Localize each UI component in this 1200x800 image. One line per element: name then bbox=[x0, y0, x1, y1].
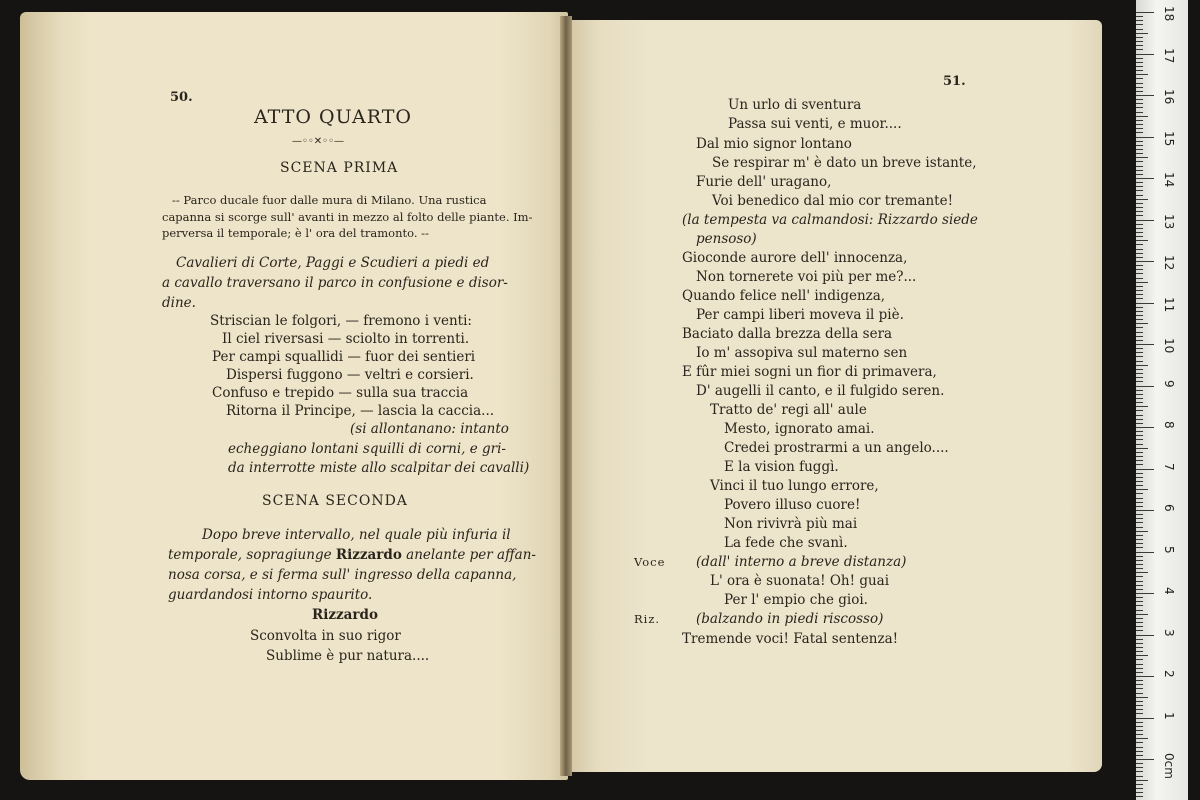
ruler-tick bbox=[1136, 473, 1143, 474]
ruler-tick bbox=[1136, 547, 1143, 548]
ruler-tick bbox=[1136, 294, 1143, 295]
ruler-tick bbox=[1136, 45, 1143, 46]
ruler-tick bbox=[1136, 244, 1143, 245]
scene2-title: SCENA SECONDA bbox=[262, 493, 408, 509]
ruler-tick bbox=[1136, 220, 1154, 221]
ruler-tick bbox=[1136, 137, 1154, 138]
ruler-tick bbox=[1136, 464, 1143, 465]
ruler-tick bbox=[1136, 261, 1154, 262]
ruler-tick bbox=[1136, 759, 1154, 760]
ruler-tick bbox=[1136, 614, 1148, 615]
right-line-29: Tremende voci! Fatal sentenza! bbox=[682, 631, 899, 647]
ruler-number: 17 bbox=[1162, 47, 1176, 63]
ruler-tick bbox=[1136, 734, 1143, 735]
ruler-tick bbox=[1136, 742, 1143, 743]
ruler-tick bbox=[1136, 635, 1154, 636]
scene2-direction-line-4: guardandosi intorno spaurito. bbox=[168, 587, 373, 603]
right-line-28: (balzando in piedi riscosso) bbox=[696, 611, 884, 627]
right-line-10: Non tornerete voi più per me?... bbox=[696, 269, 917, 285]
ruler-tick bbox=[1136, 91, 1143, 92]
right-line-3: Dal mio signor lontano bbox=[696, 136, 852, 152]
ruler-tick bbox=[1136, 531, 1148, 532]
ruler-tick bbox=[1136, 726, 1143, 727]
ruler-tick bbox=[1136, 796, 1143, 797]
ruler-tick bbox=[1136, 33, 1148, 34]
ruler-tick bbox=[1136, 182, 1143, 183]
scene1-title: SCENA PRIMA bbox=[280, 160, 399, 176]
ruler-tick bbox=[1136, 398, 1143, 399]
ruler-number: 16 bbox=[1162, 89, 1176, 105]
ruler-tick bbox=[1136, 145, 1143, 146]
ruler-tick bbox=[1136, 95, 1154, 96]
ruler-tick bbox=[1136, 676, 1154, 677]
ruler-tick bbox=[1136, 680, 1143, 681]
ruler-tick bbox=[1136, 514, 1143, 515]
ruler-tick bbox=[1136, 630, 1143, 631]
ruler-tick bbox=[1136, 560, 1143, 561]
ruler-number: 10 bbox=[1162, 338, 1176, 354]
ruler-number: 11 bbox=[1162, 296, 1176, 312]
ruler-tick bbox=[1136, 356, 1143, 357]
ruler-tick bbox=[1136, 253, 1143, 254]
ruler-tick bbox=[1136, 498, 1143, 499]
right-line-26: L' ora è suonata! Oh! guai bbox=[710, 573, 890, 589]
ruler-tick bbox=[1136, 564, 1143, 565]
ruler-tick bbox=[1136, 141, 1143, 142]
ruler-tick bbox=[1136, 672, 1143, 673]
ruler-tick bbox=[1136, 170, 1143, 171]
ruler-number: 6 bbox=[1162, 504, 1176, 512]
ruler-tick bbox=[1136, 460, 1143, 461]
ruler-tick bbox=[1136, 415, 1143, 416]
ruler-tick bbox=[1136, 518, 1143, 519]
ruler-tick bbox=[1136, 647, 1143, 648]
ruler-tick bbox=[1136, 751, 1143, 752]
ruler-number: 3 bbox=[1162, 628, 1176, 637]
ruler-tick bbox=[1136, 543, 1143, 544]
scene2-direction-line-2 bbox=[168, 549, 536, 563]
speaker-rizzardo: Rizzardo bbox=[312, 607, 378, 623]
ruler-tick bbox=[1136, 103, 1143, 104]
ruler-tick bbox=[1136, 211, 1143, 212]
ruler-tick bbox=[1136, 643, 1143, 644]
ruler-number: 4 bbox=[1162, 587, 1176, 595]
ruler-tick bbox=[1136, 107, 1143, 108]
ruler-tick bbox=[1136, 20, 1143, 21]
right-line-4: Se respirar m' è dato un breve istante, bbox=[712, 155, 977, 171]
ruler-number: 13 bbox=[1162, 213, 1176, 229]
ruler-tick bbox=[1136, 190, 1143, 191]
right-line-25: (dall' interno a breve distanza) bbox=[696, 554, 907, 570]
ruler-tick bbox=[1136, 120, 1143, 121]
chorus-line-3: Per campi squallidi — fuor dei sentieri bbox=[212, 349, 476, 365]
ruler-tick bbox=[1136, 402, 1143, 403]
ruler-tick bbox=[1136, 224, 1143, 225]
ruler-tick bbox=[1136, 535, 1143, 536]
ruler-tick bbox=[1136, 381, 1143, 382]
ruler-tick bbox=[1136, 203, 1143, 204]
ruler-tick bbox=[1136, 423, 1143, 424]
ruler-tick bbox=[1136, 738, 1148, 739]
ruler-tick bbox=[1136, 24, 1143, 25]
right-line-22: Povero illuso cuore! bbox=[724, 497, 861, 513]
ruler-tick bbox=[1136, 386, 1154, 387]
ruler-tick bbox=[1136, 539, 1143, 540]
ruler-tick bbox=[1136, 112, 1143, 113]
ruler-tick bbox=[1136, 166, 1143, 167]
ruler-tick bbox=[1136, 771, 1143, 772]
ruler-tick bbox=[1136, 344, 1154, 345]
ruler-tick bbox=[1136, 506, 1143, 507]
ruler-tick bbox=[1136, 83, 1143, 84]
ruler-tick bbox=[1136, 693, 1143, 694]
ruler-tick bbox=[1136, 290, 1143, 291]
ruler-tick bbox=[1136, 622, 1143, 623]
ruler-tick bbox=[1136, 87, 1143, 88]
ruler-tick bbox=[1136, 369, 1143, 370]
ruler-tick bbox=[1136, 70, 1143, 71]
chorus-direction-line-3: da interrotte miste allo scalpitar dei cavalli) bbox=[228, 460, 530, 476]
ruler-tick bbox=[1136, 605, 1143, 606]
right-line-1: Un urlo di sventura bbox=[728, 97, 862, 113]
stage-entry-line-2: a cavallo traversano il parco in confusione e disor- bbox=[162, 275, 508, 291]
measurement-ruler bbox=[1136, 0, 1188, 800]
ruler-tick bbox=[1136, 249, 1143, 250]
ruler-tick bbox=[1136, 730, 1143, 731]
ruler-tick bbox=[1136, 336, 1143, 337]
ruler-tick bbox=[1136, 477, 1143, 478]
ruler-tick bbox=[1136, 78, 1143, 79]
ruler-tick bbox=[1136, 485, 1143, 486]
ruler-tick bbox=[1136, 323, 1148, 324]
ruler-tick bbox=[1136, 593, 1154, 594]
ruler-tick bbox=[1136, 780, 1148, 781]
ruler-tick bbox=[1136, 439, 1143, 440]
ruler-tick bbox=[1136, 431, 1143, 432]
ruler-tick bbox=[1136, 493, 1143, 494]
ruler-tick bbox=[1136, 456, 1143, 457]
ruler-tick bbox=[1136, 718, 1154, 719]
ruler-tick bbox=[1136, 784, 1143, 785]
left-page-number: 50. bbox=[170, 90, 193, 105]
scene2-direction-line-3: nosa corsa, e si ferma sull' ingresso della capanna, bbox=[168, 567, 517, 583]
ruler-tick bbox=[1136, 29, 1143, 30]
ruler-tick bbox=[1136, 597, 1143, 598]
scene2-direction-line-1: Dopo breve intervallo, nel quale più infuria il bbox=[202, 527, 511, 543]
ruler-tick bbox=[1136, 651, 1143, 652]
scene2-word-temporale: temporale, bbox=[168, 547, 243, 563]
ruler-tick bbox=[1136, 319, 1143, 320]
ruler-tick bbox=[1136, 722, 1143, 723]
ruler-tick bbox=[1136, 132, 1143, 133]
ruler-tick bbox=[1136, 99, 1143, 100]
ruler-tick bbox=[1136, 195, 1143, 196]
chorus-line-1: Striscian le folgori, — fremono i venti: bbox=[210, 313, 472, 329]
ruler-tick bbox=[1136, 394, 1143, 395]
ruler-tick bbox=[1136, 410, 1143, 411]
ruler-tick bbox=[1136, 664, 1143, 665]
ruler-tick bbox=[1136, 601, 1143, 602]
ruler-number: 0cm bbox=[1162, 753, 1176, 779]
ruler-tick bbox=[1136, 186, 1143, 187]
ruler-tick bbox=[1136, 390, 1143, 391]
ruler-tick bbox=[1136, 448, 1148, 449]
right-line-8: pensoso) bbox=[696, 231, 757, 247]
right-line-21: Vinci il tuo lungo errore, bbox=[710, 478, 879, 494]
chorus-line-4: Dispersi fuggono — veltri e corsieri. bbox=[226, 367, 474, 383]
ruler-tick bbox=[1136, 626, 1143, 627]
right-line-20: E la vision fuggì. bbox=[724, 459, 839, 475]
stage-intro-line-1: -- Parco ducale fuor dalle mura di Milano. Una rustica bbox=[172, 193, 487, 207]
ruler-tick bbox=[1136, 332, 1143, 333]
ruler-tick bbox=[1136, 269, 1143, 270]
right-line-17: Tratto de' regi all' aule bbox=[710, 402, 867, 418]
ruler-tick bbox=[1136, 763, 1143, 764]
right-line-2: Passa sui venti, e muor.... bbox=[728, 116, 902, 132]
ruler-tick bbox=[1136, 37, 1143, 38]
ruler-tick bbox=[1136, 149, 1143, 150]
ruler-tick bbox=[1136, 709, 1143, 710]
ruler-number: 5 bbox=[1162, 545, 1176, 554]
ruler-tick bbox=[1136, 178, 1154, 179]
stage-intro-line-3: perversa il temporale; è l' ora del tramonto. -- bbox=[162, 226, 429, 240]
ruler-tick bbox=[1136, 16, 1143, 17]
verse-line-1: Sconvolta in suo rigor bbox=[250, 628, 401, 644]
ruler-tick bbox=[1136, 502, 1143, 503]
ruler-tick bbox=[1136, 701, 1143, 702]
ruler-tick bbox=[1136, 207, 1143, 208]
scene2-sopragiunge: sopragiunge bbox=[246, 547, 332, 563]
ruler-tick bbox=[1136, 58, 1143, 59]
ruler-tick bbox=[1136, 240, 1148, 241]
chorus-direction-line-1: (si allontanano: intanto bbox=[350, 421, 509, 437]
ruler-tick bbox=[1136, 54, 1154, 55]
right-line-14: Io m' assopiva sul materno sen bbox=[696, 345, 908, 361]
ruler-tick bbox=[1136, 361, 1143, 362]
act-title: ATTO QUARTO bbox=[254, 106, 412, 128]
ruler-tick bbox=[1136, 199, 1148, 200]
ruler-number: 18 bbox=[1162, 6, 1176, 22]
ruler-tick bbox=[1136, 668, 1143, 669]
ruler-tick bbox=[1136, 62, 1143, 63]
right-line-9: Gioconde aurore dell' innocenza, bbox=[682, 250, 908, 266]
ruler-tick bbox=[1136, 572, 1148, 573]
ruler-tick bbox=[1136, 618, 1143, 619]
ruler-tick bbox=[1136, 232, 1143, 233]
ruler-tick bbox=[1136, 311, 1143, 312]
right-line-24: La fede che svanì. bbox=[724, 535, 848, 551]
ruler-tick bbox=[1136, 41, 1143, 42]
ruler-tick bbox=[1136, 282, 1148, 283]
ruler-tick bbox=[1136, 215, 1143, 216]
right-line-15: E fûr miei sogni un fior di primavera, bbox=[682, 364, 937, 380]
chorus-line-2: Il ciel riversasi — sciolto in torrenti. bbox=[222, 331, 470, 347]
right-page-number: 51. bbox=[943, 74, 966, 89]
ruler-tick bbox=[1136, 327, 1143, 328]
ruler-tick bbox=[1136, 427, 1154, 428]
right-line-12: Per campi liberi moveva il piè. bbox=[696, 307, 904, 323]
ruler-tick bbox=[1136, 236, 1143, 237]
ruler-tick bbox=[1136, 273, 1143, 274]
ruler-tick bbox=[1136, 348, 1143, 349]
ruler-tick bbox=[1136, 776, 1143, 777]
right-line-7: (la tempesta va calmandosi: Rizzardo siede bbox=[682, 212, 978, 228]
ruler-number: 2 bbox=[1162, 670, 1176, 678]
ruler-tick bbox=[1136, 684, 1143, 685]
ruler-tick bbox=[1136, 315, 1143, 316]
ruler-tick bbox=[1136, 556, 1143, 557]
stage-entry-line-1: Cavalieri di Corte, Paggi e Scudieri a piedi ed bbox=[176, 255, 490, 271]
ruler-tick bbox=[1136, 74, 1148, 75]
ruler-tick bbox=[1136, 128, 1143, 129]
ruler-number: 8 bbox=[1162, 421, 1176, 429]
ruler-tick bbox=[1136, 568, 1143, 569]
ruler-tick bbox=[1136, 788, 1143, 789]
ruler-tick bbox=[1136, 552, 1154, 553]
ornament: —◦◦✕◦◦— bbox=[292, 136, 344, 147]
ruler-tick bbox=[1136, 257, 1143, 258]
ruler-tick bbox=[1136, 713, 1143, 714]
ruler-tick bbox=[1136, 66, 1143, 67]
right-line-13: Baciato dalla brezza della sera bbox=[682, 326, 893, 342]
ruler-tick bbox=[1136, 639, 1143, 640]
chorus-line-5: Confuso e trepido — sulla sua traccia bbox=[212, 385, 469, 401]
ruler-tick bbox=[1136, 659, 1143, 660]
ruler-tick bbox=[1136, 585, 1143, 586]
ruler-tick bbox=[1136, 365, 1148, 366]
right-line-6: Voi benedico dal mio cor tremante! bbox=[712, 193, 954, 209]
right-line-23: Non rivivrà più mai bbox=[724, 516, 858, 532]
ruler-tick bbox=[1136, 12, 1154, 13]
ruler-tick bbox=[1136, 278, 1143, 279]
ruler-tick bbox=[1136, 265, 1143, 266]
scene2-anelante: anelante per affan- bbox=[406, 547, 536, 563]
ruler-tick bbox=[1136, 419, 1143, 420]
right-line-19: Credei prostrarmi a un angelo.... bbox=[724, 440, 949, 456]
ruler-tick bbox=[1136, 697, 1148, 698]
ruler-number: 15 bbox=[1162, 130, 1176, 146]
ruler-tick bbox=[1136, 792, 1143, 793]
ruler-tick bbox=[1136, 157, 1148, 158]
ruler-tick bbox=[1136, 527, 1143, 528]
ruler-tick bbox=[1136, 124, 1143, 125]
ruler-tick bbox=[1136, 161, 1143, 162]
ruler-tick bbox=[1136, 452, 1143, 453]
ruler-tick bbox=[1136, 747, 1143, 748]
ruler-tick bbox=[1136, 435, 1143, 436]
ruler-tick bbox=[1136, 340, 1143, 341]
right-line-5: Furie dell' uragano, bbox=[696, 174, 832, 190]
ruler-tick bbox=[1136, 444, 1143, 445]
ruler-tick bbox=[1136, 377, 1143, 378]
stage-intro-line-2: capanna si scorge sull' avanti in mezzo al folto delle piante. Im- bbox=[162, 210, 533, 224]
ruler-tick bbox=[1136, 610, 1143, 611]
right-line-11: Quando felice nell' indigenza, bbox=[682, 288, 886, 304]
ruler-tick bbox=[1136, 298, 1143, 299]
scene2-name-inline: Rizzardo bbox=[335, 547, 402, 563]
ruler-tick bbox=[1136, 116, 1148, 117]
ruler-tick bbox=[1136, 767, 1143, 768]
right-line-16: D' augelli il canto, e il fulgido seren. bbox=[696, 383, 945, 399]
ruler-number: 7 bbox=[1162, 462, 1176, 471]
ruler-tick bbox=[1136, 228, 1143, 229]
ruler-tick bbox=[1136, 481, 1143, 482]
chorus-direction-line-2: echeggiano lontani squilli di corni, e gri- bbox=[228, 441, 506, 457]
book-gutter bbox=[560, 16, 572, 776]
ruler-tick bbox=[1136, 373, 1143, 374]
chorus-line-6: Ritorna il Principe, — lascia la caccia... bbox=[226, 403, 495, 419]
ruler-tick bbox=[1136, 510, 1154, 511]
ruler-tick bbox=[1136, 581, 1143, 582]
ruler-tick bbox=[1136, 589, 1143, 590]
verse-line-2: Sublime è pur natura.... bbox=[266, 648, 430, 664]
ruler-tick bbox=[1136, 688, 1143, 689]
ruler-number: 12 bbox=[1162, 255, 1176, 271]
right-line-18: Mesto, ignorato amai. bbox=[724, 421, 875, 437]
ruler-tick bbox=[1136, 406, 1148, 407]
speaker-voce: Voce bbox=[634, 555, 666, 569]
ruler-tick bbox=[1136, 352, 1143, 353]
ruler-tick bbox=[1136, 469, 1154, 470]
ruler-tick bbox=[1136, 489, 1148, 490]
ruler-tick bbox=[1136, 576, 1143, 577]
speaker-riz: Riz. bbox=[634, 612, 661, 626]
ruler-tick bbox=[1136, 49, 1143, 50]
ruler-tick bbox=[1136, 303, 1154, 304]
stage-entry-line-3: dine. bbox=[162, 295, 196, 311]
ruler-tick bbox=[1136, 522, 1143, 523]
ruler-tick bbox=[1136, 307, 1143, 308]
right-line-27: Per l' empio che gioi. bbox=[724, 592, 868, 608]
ruler-tick bbox=[1136, 755, 1143, 756]
ruler-tick bbox=[1136, 174, 1143, 175]
ruler-tick bbox=[1136, 705, 1143, 706]
ruler-tick bbox=[1136, 153, 1143, 154]
ruler-number: 1 bbox=[1162, 711, 1176, 720]
ruler-number: 14 bbox=[1162, 172, 1176, 188]
ruler-tick bbox=[1136, 655, 1148, 656]
ruler-number: 9 bbox=[1162, 379, 1176, 388]
ruler-tick bbox=[1136, 286, 1143, 287]
